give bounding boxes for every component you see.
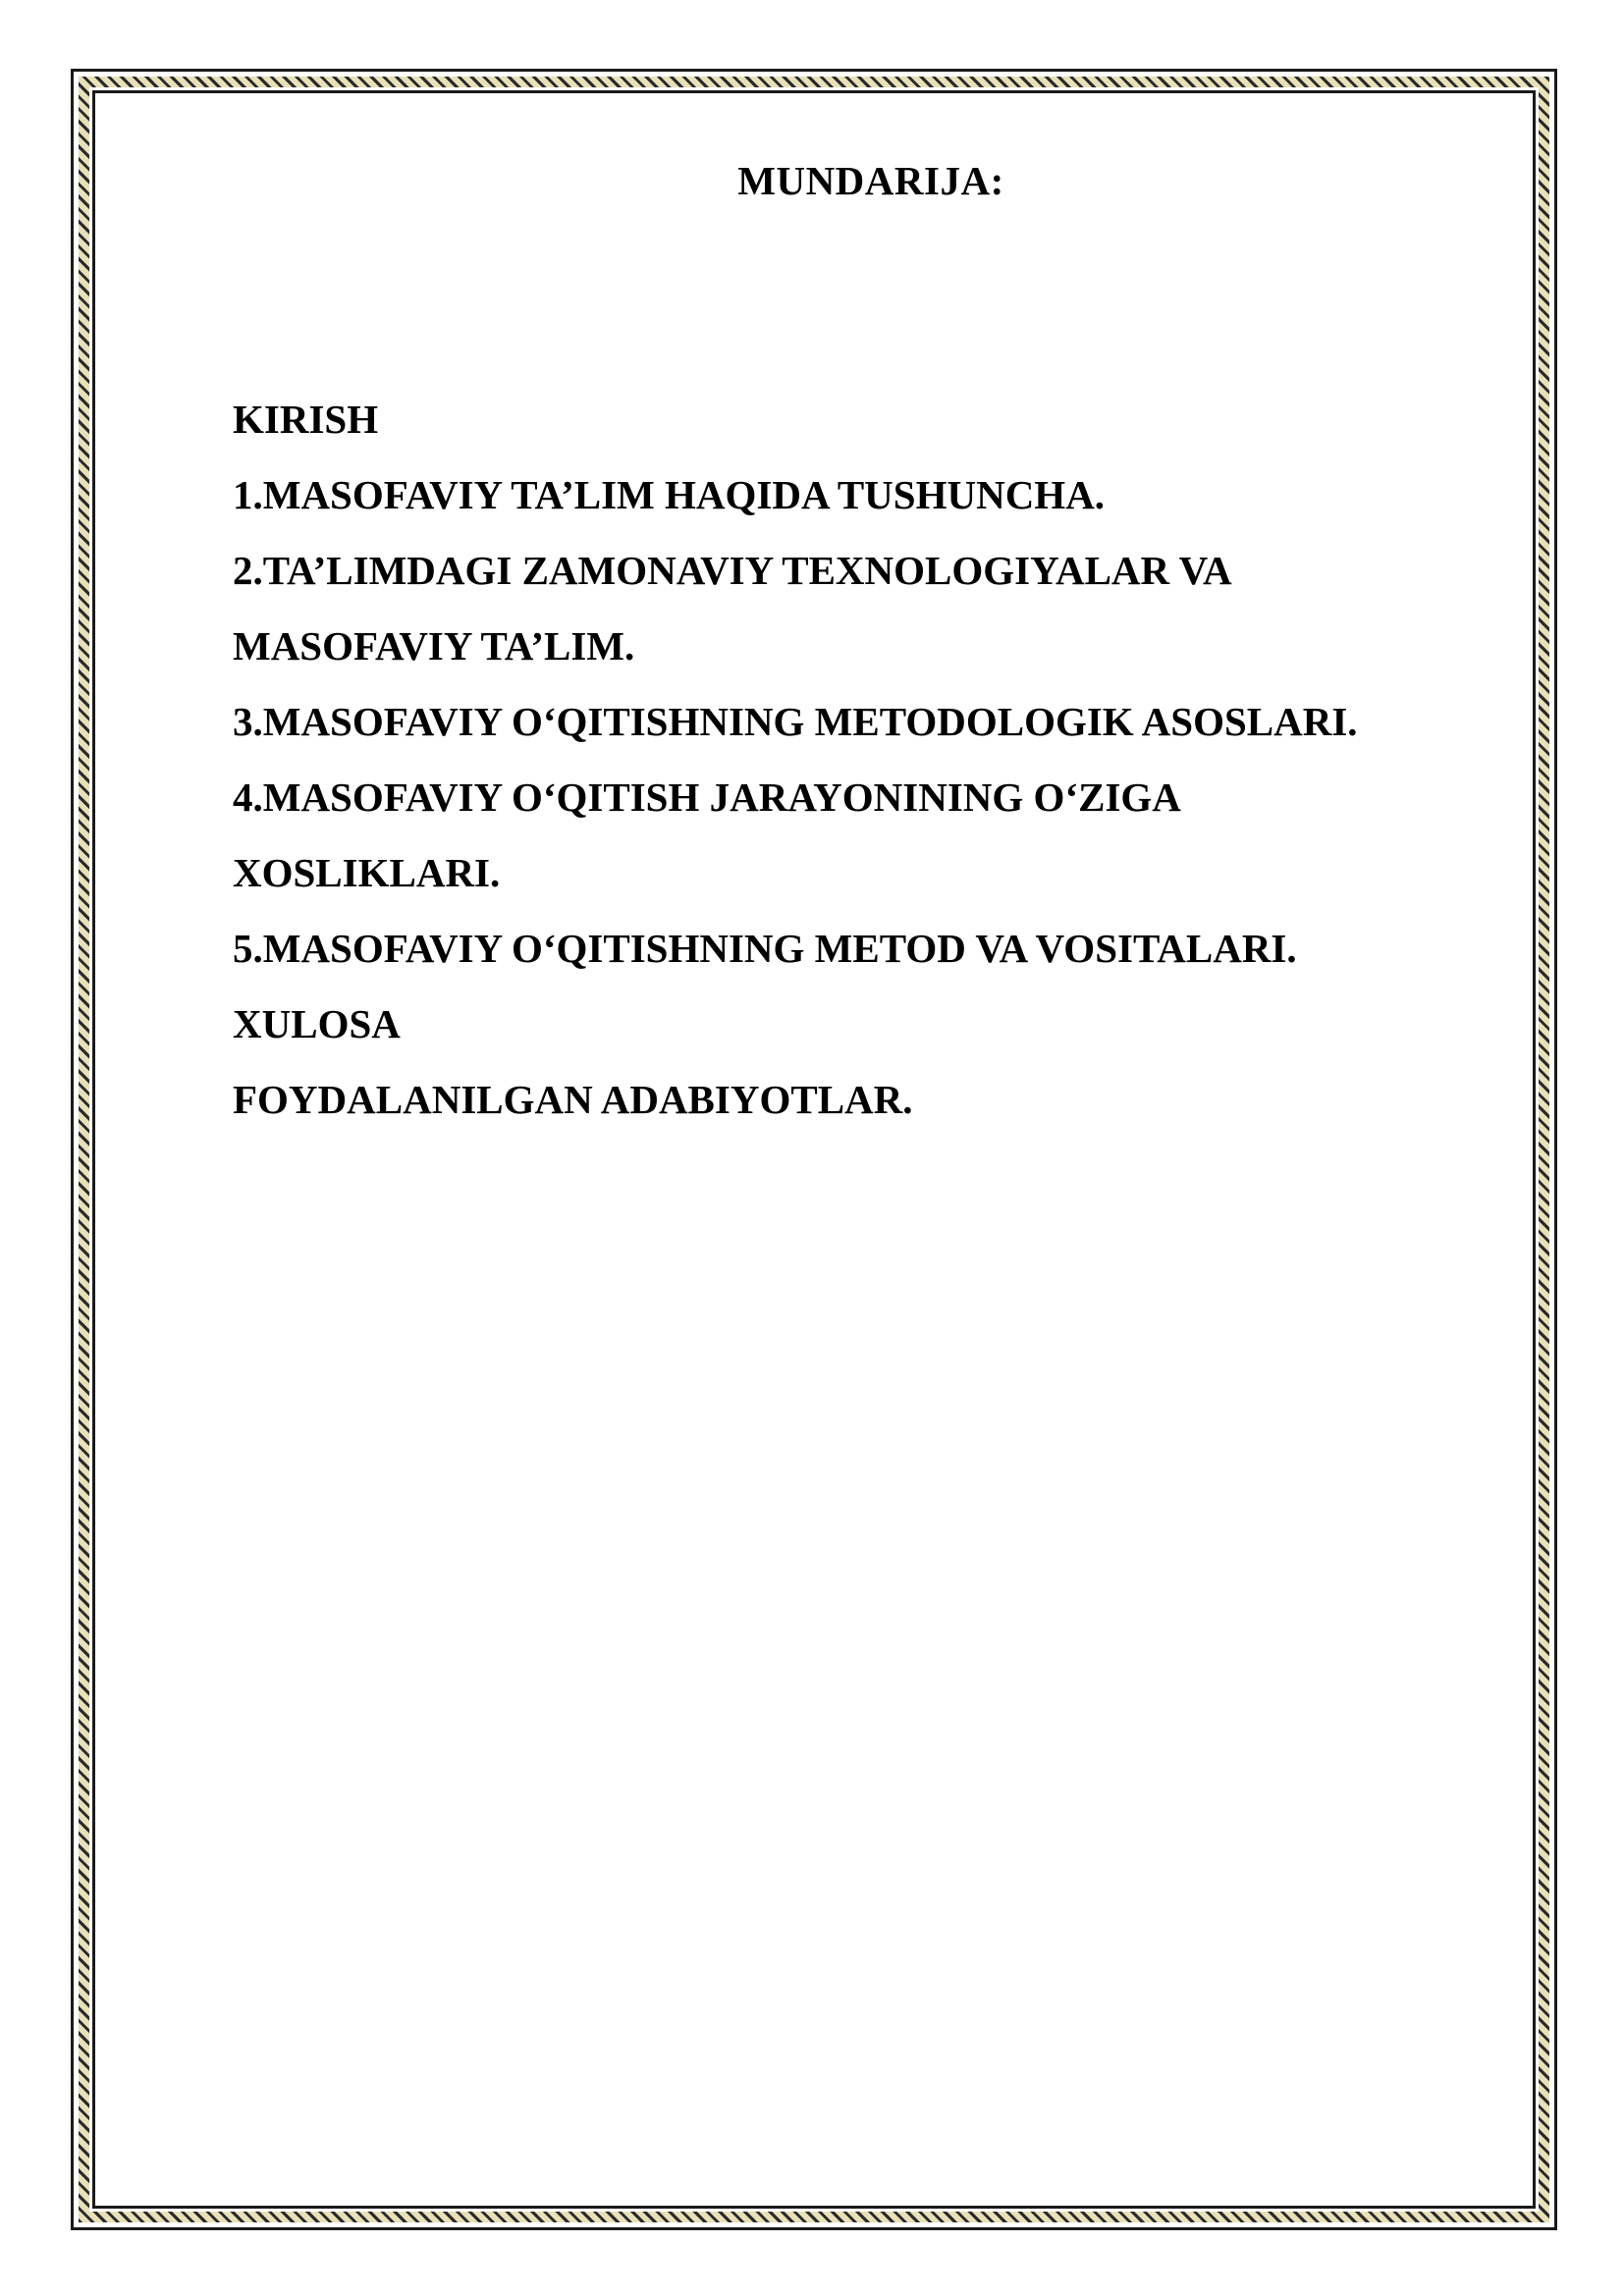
table-of-contents bbox=[233, 382, 1529, 1138]
toc-item-4-continued: XOSLIKLARI. bbox=[233, 850, 501, 895]
toc-item-5: 5.MASOFAVIY O‘QITISHNING METOD VA VOSITALARI. bbox=[233, 926, 1297, 971]
toc-item-1: 1.MASOFAVIY TA’LIM HAQIDA TUSHUNCHA. bbox=[233, 472, 1106, 517]
toc-item-2-continued: MASOFAVIY TA’LIM. bbox=[233, 623, 635, 668]
toc-item-references: FOYDALANILGAN ADABIYOTLAR. bbox=[233, 1077, 913, 1122]
toc-item-4: 4.MASOFAVIY O‘QITISH JARAYONINING O‘ZIGA bbox=[233, 774, 1181, 820]
page-title: MUNDARIJA: bbox=[737, 158, 1004, 203]
toc-item-2: 2.TA’LIMDAGI ZAMONAVIY TEXNOLOGIYALAR VA bbox=[233, 548, 1232, 593]
toc-item-intro: KIRISH bbox=[233, 397, 379, 442]
toc-item-conclusion: XULOSA bbox=[233, 1001, 401, 1046]
toc-item-3: 3.MASOFAVIY O‘QITISHNING METODOLOGIK ASOSLARI. bbox=[233, 699, 1358, 744]
